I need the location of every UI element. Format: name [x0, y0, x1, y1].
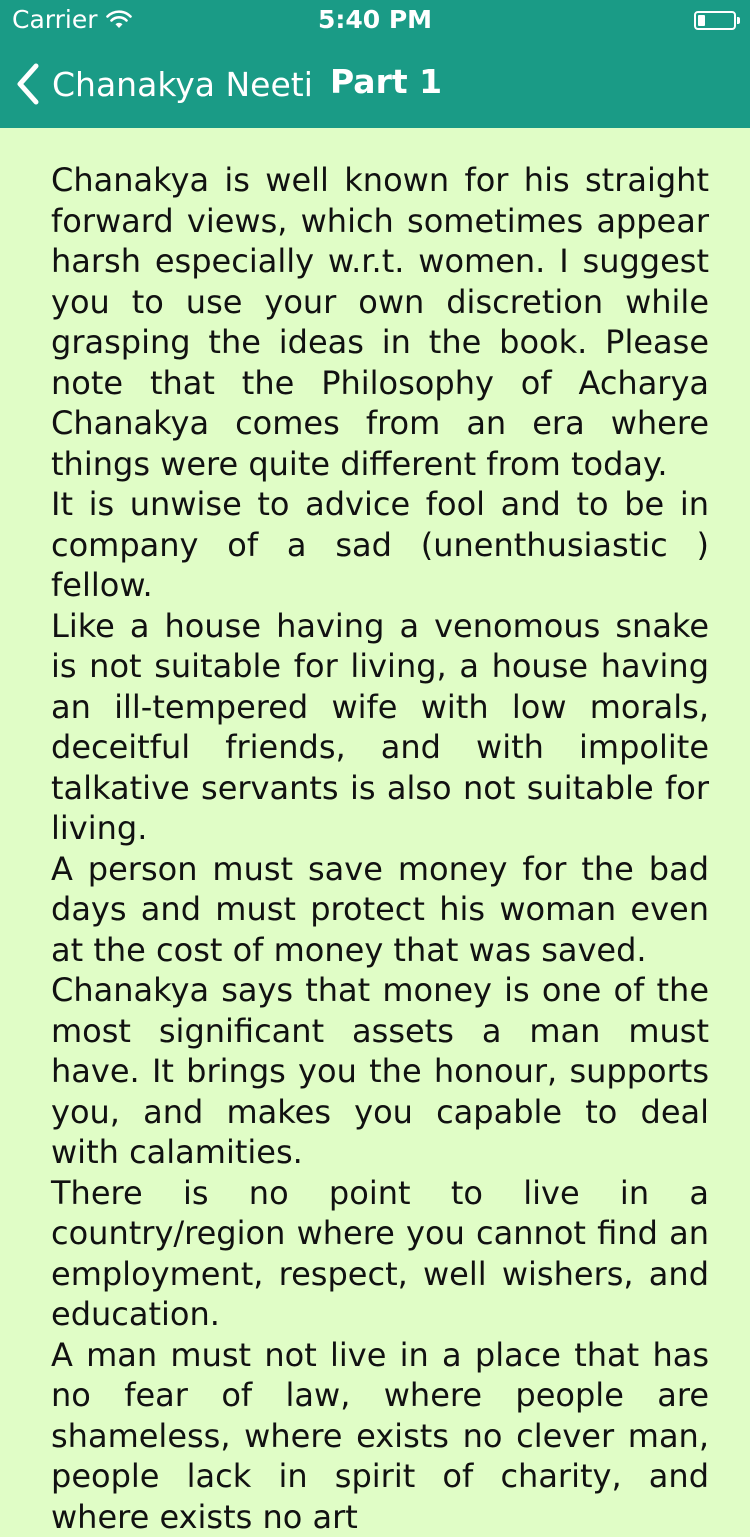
- page-title: Part 1: [330, 62, 442, 101]
- status-time: 5:40 PM: [0, 0, 750, 40]
- status-bar: [0, 0, 750, 40]
- battery-level: [698, 15, 705, 26]
- paragraph-advice-fool: It is unwise to advice fool and to be in company of a sad (unenthusiastic ) fellow.: [51, 484, 709, 606]
- paragraph-disclaimer: Chanakya is well known for his straight forward views, which sometimes appear harsh especially w.r.t. women. I suggest you to use your own discretion while grasping the ideas in the book. Please note that the Philosophy of Acharya Chanakya comes from an era where things were quite different from today.: [51, 160, 709, 484]
- article-content[interactable]: [51, 160, 709, 1312]
- paragraph-place-law: A man must not live in a place that has no fear of law, where people are shameless, where exists no clever man, people lack in spirit of charity, and where exists no art: [51, 1335, 709, 1537]
- back-button-label: Chanakya Neeti: [52, 65, 313, 104]
- top-bar: [0, 0, 750, 128]
- paragraph-save-money: A person must save money for the bad days and must protect his woman even at the cost of money that was saved.: [51, 849, 709, 971]
- battery-icon: [694, 11, 736, 30]
- navigation-bar: [0, 40, 750, 128]
- carrier-label: Carrier: [12, 0, 98, 40]
- paragraph-house-snake: Like a house having a venomous snake is not suitable for living, a house having an ill-tempered wife with low morals, deceitful friends, and with impolite talkative servants is also not suitable for living.: [51, 606, 709, 849]
- paragraph-country: There is no point to live in a country/region where you cannot find an employment, respect, well wishers, and education.: [51, 1173, 709, 1335]
- chevron-left-icon: [14, 62, 42, 106]
- back-button[interactable]: [14, 60, 313, 108]
- paragraph-money-assets: Chanakya says that money is one of the most significant assets a man must have. It brings you the honour, supports you, and makes you capable to deal with calamities.: [51, 970, 709, 1173]
